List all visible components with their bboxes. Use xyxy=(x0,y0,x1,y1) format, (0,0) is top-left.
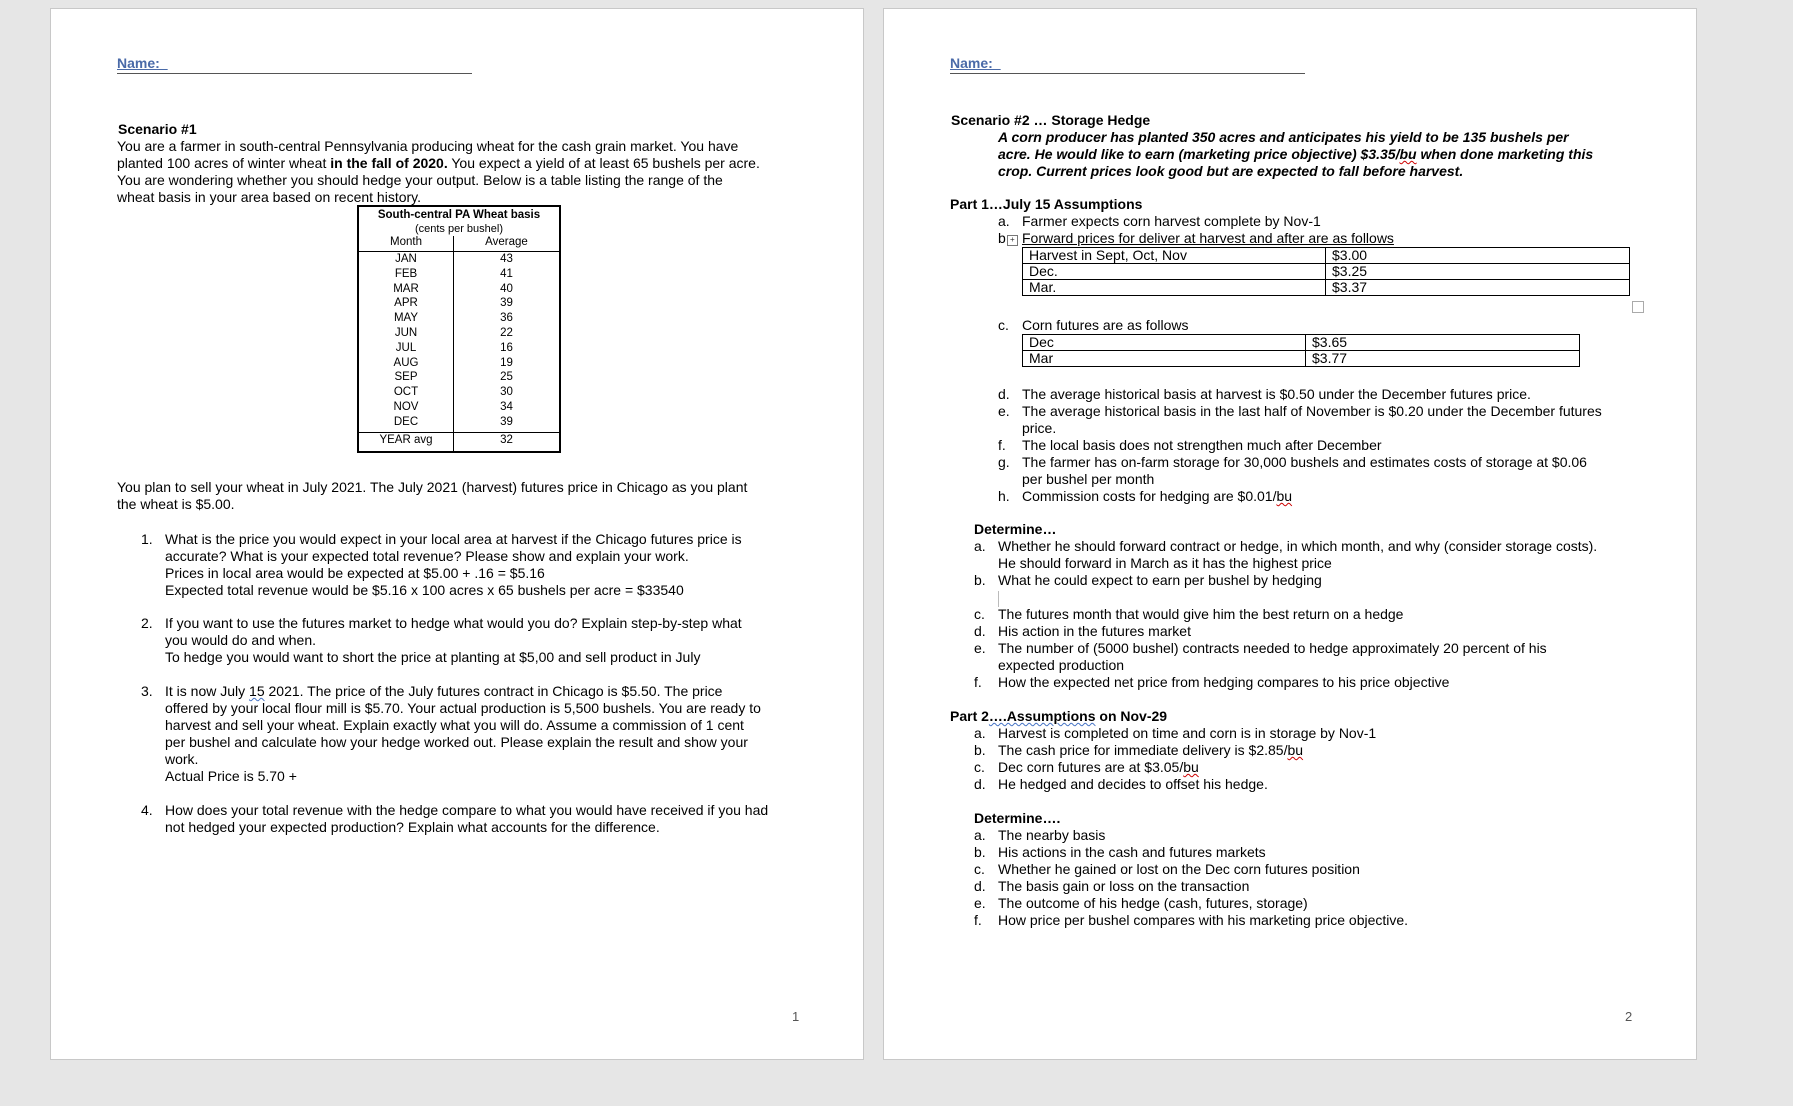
d1-b-letter: b. xyxy=(974,572,986,588)
q4-line-1: How does your total revenue with the hedge compare to what you would have received if you had xyxy=(165,802,769,818)
d1-d-letter: d. xyxy=(974,623,986,639)
p1-e-line-2: price. xyxy=(1022,420,1057,436)
basis-average: 22 xyxy=(500,326,513,339)
q1-number: 1. xyxy=(141,531,153,547)
scenario-1-title: Scenario #1 xyxy=(118,121,197,137)
intro-2a: acre. He would like to earn (marketing price objective) $3.35/ xyxy=(998,146,1400,162)
p1-b-text: Forward prices for deliver at harvest and after are as follows xyxy=(1022,230,1394,246)
table-resize-handle[interactable] xyxy=(1632,301,1644,313)
basis-table-row xyxy=(359,416,559,431)
scenario-2-intro-3: crop. Current prices look good but are expected to fall before harvest. xyxy=(998,163,1464,179)
document-page-1 xyxy=(50,8,864,1060)
name-field[interactable] xyxy=(950,55,1305,74)
intro-line-1: You are a farmer in south-central Pennsylvania producing wheat for the cash grain market. You have xyxy=(117,138,739,154)
q3-line-5: work. xyxy=(165,751,199,767)
d1-b-text: What he could expect to earn per bushel by hedging xyxy=(998,572,1322,588)
p2-b-letter: b. xyxy=(974,742,986,758)
q1-line-1: What is the price you would expect in your local area at harvest if the Chicago futures price is xyxy=(165,531,742,547)
name-label: Name:_ xyxy=(117,55,168,71)
q3-date: 15 xyxy=(249,683,265,699)
d2-e-letter: e. xyxy=(974,895,986,911)
d2-d-letter: d. xyxy=(974,878,986,894)
basis-month: DEC xyxy=(393,415,419,428)
basis-month: JUN xyxy=(394,326,418,339)
scenario-2-title: Scenario #2 … Storage Hedge xyxy=(951,112,1151,128)
p1-c-text: Corn futures are as follows xyxy=(1022,317,1189,333)
d1-e-line-2: expected production xyxy=(998,657,1125,673)
scenario-2-intro-2 xyxy=(998,146,1593,163)
p1-h-letter: h. xyxy=(998,488,1010,504)
p1-a-letter: a. xyxy=(998,213,1010,229)
part-2-title-b: ….Assumptions xyxy=(988,708,1096,724)
basis-table-row xyxy=(359,268,559,283)
p1-h-text xyxy=(1022,488,1292,505)
d1-f-letter: f. xyxy=(974,674,982,690)
q1-answer-1[interactable]: Prices in local area would be expected at $5.00 + .16 = $5.16 xyxy=(165,565,545,581)
basis-month: MAR xyxy=(393,282,419,295)
basis-table-subtitle: (cents per bushel) xyxy=(414,223,504,235)
q3-line-2: offered by your local flour mill is $5.70. Your actual production is 5,500 bushels. You are ready to xyxy=(165,700,761,716)
basis-table-row xyxy=(359,342,559,357)
basis-month: FEB xyxy=(394,267,418,280)
basis-month: JAN xyxy=(395,253,417,265)
intro-line-2c: You expect a yield of at least 65 bushels per acre. xyxy=(447,155,760,171)
q3-answer[interactable]: Actual Price is 5.70 + xyxy=(165,768,297,784)
p1-a-text: Farmer expects corn harvest complete by Nov-1 xyxy=(1022,213,1321,229)
intro-line-2a: planted 100 acres of winter wheat xyxy=(117,155,331,171)
p1-d-letter: d. xyxy=(998,386,1010,402)
q4-number: 4. xyxy=(141,802,153,818)
table-move-handle-icon[interactable]: + xyxy=(1007,235,1018,246)
basis-month: JUL xyxy=(395,341,417,354)
basis-average: 41 xyxy=(500,267,513,280)
basis-table-row xyxy=(359,327,559,342)
q4-line-2: not hedged your expected production? Explain what accounts for the difference. xyxy=(165,819,660,835)
d2-f-letter: f. xyxy=(974,912,982,928)
basis-average: 36 xyxy=(500,312,513,325)
row-price: $3.77 xyxy=(1306,351,1580,367)
basis-average: 40 xyxy=(500,282,513,295)
row-label: Dec. xyxy=(1023,264,1326,280)
q3-line-1a: It is now July xyxy=(165,683,250,699)
d2-b-letter: b. xyxy=(974,844,986,860)
col-header-month: Month xyxy=(390,236,422,248)
table-row xyxy=(1023,351,1580,367)
d1-f-text: How the expected net price from hedging compares to his price objective xyxy=(998,674,1450,690)
basis-table-row xyxy=(359,312,559,327)
d2-d-text: The basis gain or loss on the transaction xyxy=(998,878,1250,894)
d2-e-text: The outcome of his hedge (cash, futures, storage) xyxy=(998,895,1308,911)
wheat-basis-table xyxy=(357,205,561,453)
part-2-title-c: on Nov-29 xyxy=(1095,708,1168,724)
p1-h-text-a: Commission costs for hedging are $0.01/ xyxy=(1022,488,1277,504)
table-row xyxy=(1023,264,1630,280)
basis-rows xyxy=(359,253,559,431)
basis-table-row xyxy=(359,371,559,386)
d1-a-answer[interactable]: He should forward in March as it has the highest price xyxy=(998,555,1332,571)
basis-average: 25 xyxy=(500,371,513,384)
basis-table-title: South-central PA Wheat basis xyxy=(377,209,541,221)
d1-e-line-1: The number of (5000 bushel) contracts needed to hedge approximately 20 percent of his xyxy=(998,640,1547,656)
text-cursor xyxy=(998,591,999,607)
basis-footer-row xyxy=(359,433,559,451)
d2-a-letter: a. xyxy=(974,827,986,843)
basis-average: 16 xyxy=(500,341,513,354)
basis-month: AUG xyxy=(393,356,419,369)
q2-answer[interactable]: To hedge you would want to short the price at planting at $5,00 and sell product in July xyxy=(165,649,701,665)
q3-number: 3. xyxy=(141,683,153,699)
p1-h-text-b: bu xyxy=(1276,488,1293,504)
basis-month: NOV xyxy=(393,400,419,413)
p2-c-text xyxy=(998,759,1199,776)
p2-b-text-a: The cash price for immediate delivery is $2.85/ xyxy=(998,742,1288,758)
p2-d-text: He hedged and decides to offset his hedge. xyxy=(998,776,1268,792)
p2-a-text: Harvest is completed on time and corn is in storage by Nov-1 xyxy=(998,725,1377,741)
p1-f-text: The local basis does not strengthen much after December xyxy=(1022,437,1382,453)
basis-table-row xyxy=(359,283,559,298)
intro-line-2 xyxy=(117,155,760,172)
determine-2-title: Determine…. xyxy=(974,810,1061,826)
q3-line-1c: 2021. The price of the July futures contract in Chicago is $5.50. The price xyxy=(264,683,723,699)
p1-g-line-1: The farmer has on-farm storage for 30,000 bushels and estimates costs of storage at $0.06 xyxy=(1022,454,1587,470)
q1-answer-2[interactable]: Expected total revenue would be $5.16 x 100 acres x 65 bushels per acre = $33540 xyxy=(165,582,684,598)
document-page-2 xyxy=(883,8,1697,1060)
p1-e-line-1: The average historical basis in the last half of November is $0.20 under the December futures xyxy=(1022,403,1602,419)
d2-b-text: His actions in the cash and futures markets xyxy=(998,844,1266,860)
basis-table-row xyxy=(359,253,559,268)
determine-1-title: Determine… xyxy=(974,521,1057,537)
basis-average: 39 xyxy=(500,297,513,310)
p1-e-letter: e. xyxy=(998,403,1010,419)
q3-line-4: per bushel and calculate how your hedge worked out. Please explain the result and show your xyxy=(165,734,748,750)
footer-value: 32 xyxy=(500,434,513,446)
row-price: $3.65 xyxy=(1306,335,1580,351)
p2-c-text-a: Dec corn futures are at $3.05/ xyxy=(998,759,1184,775)
q2-line-1: If you want to use the futures market to hedge what would you do? Explain step-by-step what xyxy=(165,615,742,631)
part-2-title-a: Part 2 xyxy=(950,708,989,724)
d1-d-text: His action in the futures market xyxy=(998,623,1191,639)
basis-month: OCT xyxy=(393,386,419,399)
row-label: Mar. xyxy=(1023,280,1326,296)
p1-b-letter xyxy=(998,230,1019,247)
p2-a-letter: a. xyxy=(974,725,986,741)
plan-line-1: You plan to sell your wheat in July 2021. The July 2021 (harvest) futures price in Chicago as you plant xyxy=(117,479,748,495)
basis-table-row xyxy=(359,401,559,416)
basis-average: 43 xyxy=(500,253,513,265)
row-price: $3.00 xyxy=(1326,248,1630,264)
p2-d-letter: d. xyxy=(974,776,986,792)
d1-c-letter: c. xyxy=(974,606,985,622)
p2-b-text xyxy=(998,742,1303,759)
p1-f-letter: f. xyxy=(998,437,1006,453)
plan-line-2: the wheat is $5.00. xyxy=(117,496,235,512)
col-header-average: Average xyxy=(485,236,528,248)
basis-average: 34 xyxy=(500,400,513,413)
basis-average: 39 xyxy=(500,415,513,428)
p1-g-letter: g. xyxy=(998,454,1010,470)
intro-line-3: You are wondering whether you should hedge your output. Below is a table listing the range of the xyxy=(117,172,723,188)
forward-prices-table xyxy=(1022,247,1630,296)
p2-c-text-b: bu xyxy=(1183,759,1199,775)
row-price: $3.25 xyxy=(1326,264,1630,280)
basis-table-row xyxy=(359,386,559,401)
d2-f-text: How price per bushel compares with his marketing price objective. xyxy=(998,912,1409,928)
intro-line-4: wheat basis in your area based on recent history. xyxy=(117,189,422,205)
table-row xyxy=(1023,335,1580,351)
p2-c-letter: c. xyxy=(974,759,985,775)
d2-c-letter: c. xyxy=(974,861,985,877)
table-row xyxy=(1023,248,1630,264)
q2-number: 2. xyxy=(141,615,153,631)
basis-table-row xyxy=(359,297,559,312)
name-field[interactable] xyxy=(117,55,472,74)
corn-futures-table xyxy=(1022,334,1580,367)
p1-g-line-2: per bushel per month xyxy=(1022,471,1155,487)
q1-line-2: accurate? What is your expected total revenue? Please show and explain your work. xyxy=(165,548,689,564)
intro-2c: when done marketing this xyxy=(1416,146,1594,162)
p1-c-letter: c. xyxy=(998,317,1009,333)
d1-a-line-1: Whether he should forward contract or hedge, in which month, and why (consider storage costs). xyxy=(998,538,1598,554)
row-label: Dec xyxy=(1023,335,1306,351)
intro-2b: bu xyxy=(1399,146,1417,162)
d2-a-text: The nearby basis xyxy=(998,827,1106,843)
q3-line-1 xyxy=(165,683,722,700)
row-label: Harvest in Sept, Oct, Nov xyxy=(1023,248,1326,264)
d1-c-text: The futures month that would give him the best return on a hedge xyxy=(998,606,1404,622)
part-2-title xyxy=(950,708,1167,725)
page-number: 2 xyxy=(1625,1009,1633,1024)
scenario-2-intro-1: A corn producer has planted 350 acres and anticipates his yield to be 135 bushels per xyxy=(998,129,1569,145)
table-divider xyxy=(359,251,559,252)
basis-average: 19 xyxy=(500,356,513,369)
d2-c-text: Whether he gained or lost on the Dec corn futures position xyxy=(998,861,1360,877)
basis-month: APR xyxy=(394,297,418,310)
d1-a-letter: a. xyxy=(974,538,986,554)
q3-line-3: harvest and sell your wheat. Explain exactly what you will do. Assume a commission of 1 cent xyxy=(165,717,744,733)
page-number: 1 xyxy=(792,1009,800,1024)
q2-line-2: you would do and when. xyxy=(165,632,316,648)
basis-average: 30 xyxy=(500,386,513,399)
part-1-title: Part 1…July 15 Assumptions xyxy=(950,196,1143,212)
basis-table-row xyxy=(359,357,559,372)
d1-e-letter: e. xyxy=(974,640,986,656)
table-row xyxy=(1023,280,1630,296)
name-label: Name:_ xyxy=(950,55,1001,71)
basis-month: SEP xyxy=(394,371,418,384)
p2-b-text-b: bu xyxy=(1287,742,1304,758)
row-price: $3.37 xyxy=(1326,280,1630,296)
intro-line-2b: in the fall of 2020. xyxy=(330,155,448,171)
p1-d-text: The average historical basis at harvest is $0.50 under the December futures price. xyxy=(1022,386,1531,402)
basis-month: MAY xyxy=(393,312,419,325)
row-label: Mar xyxy=(1023,351,1306,367)
footer-label: YEAR avg xyxy=(379,434,433,446)
p1-b-letter-text: b xyxy=(998,230,1006,246)
